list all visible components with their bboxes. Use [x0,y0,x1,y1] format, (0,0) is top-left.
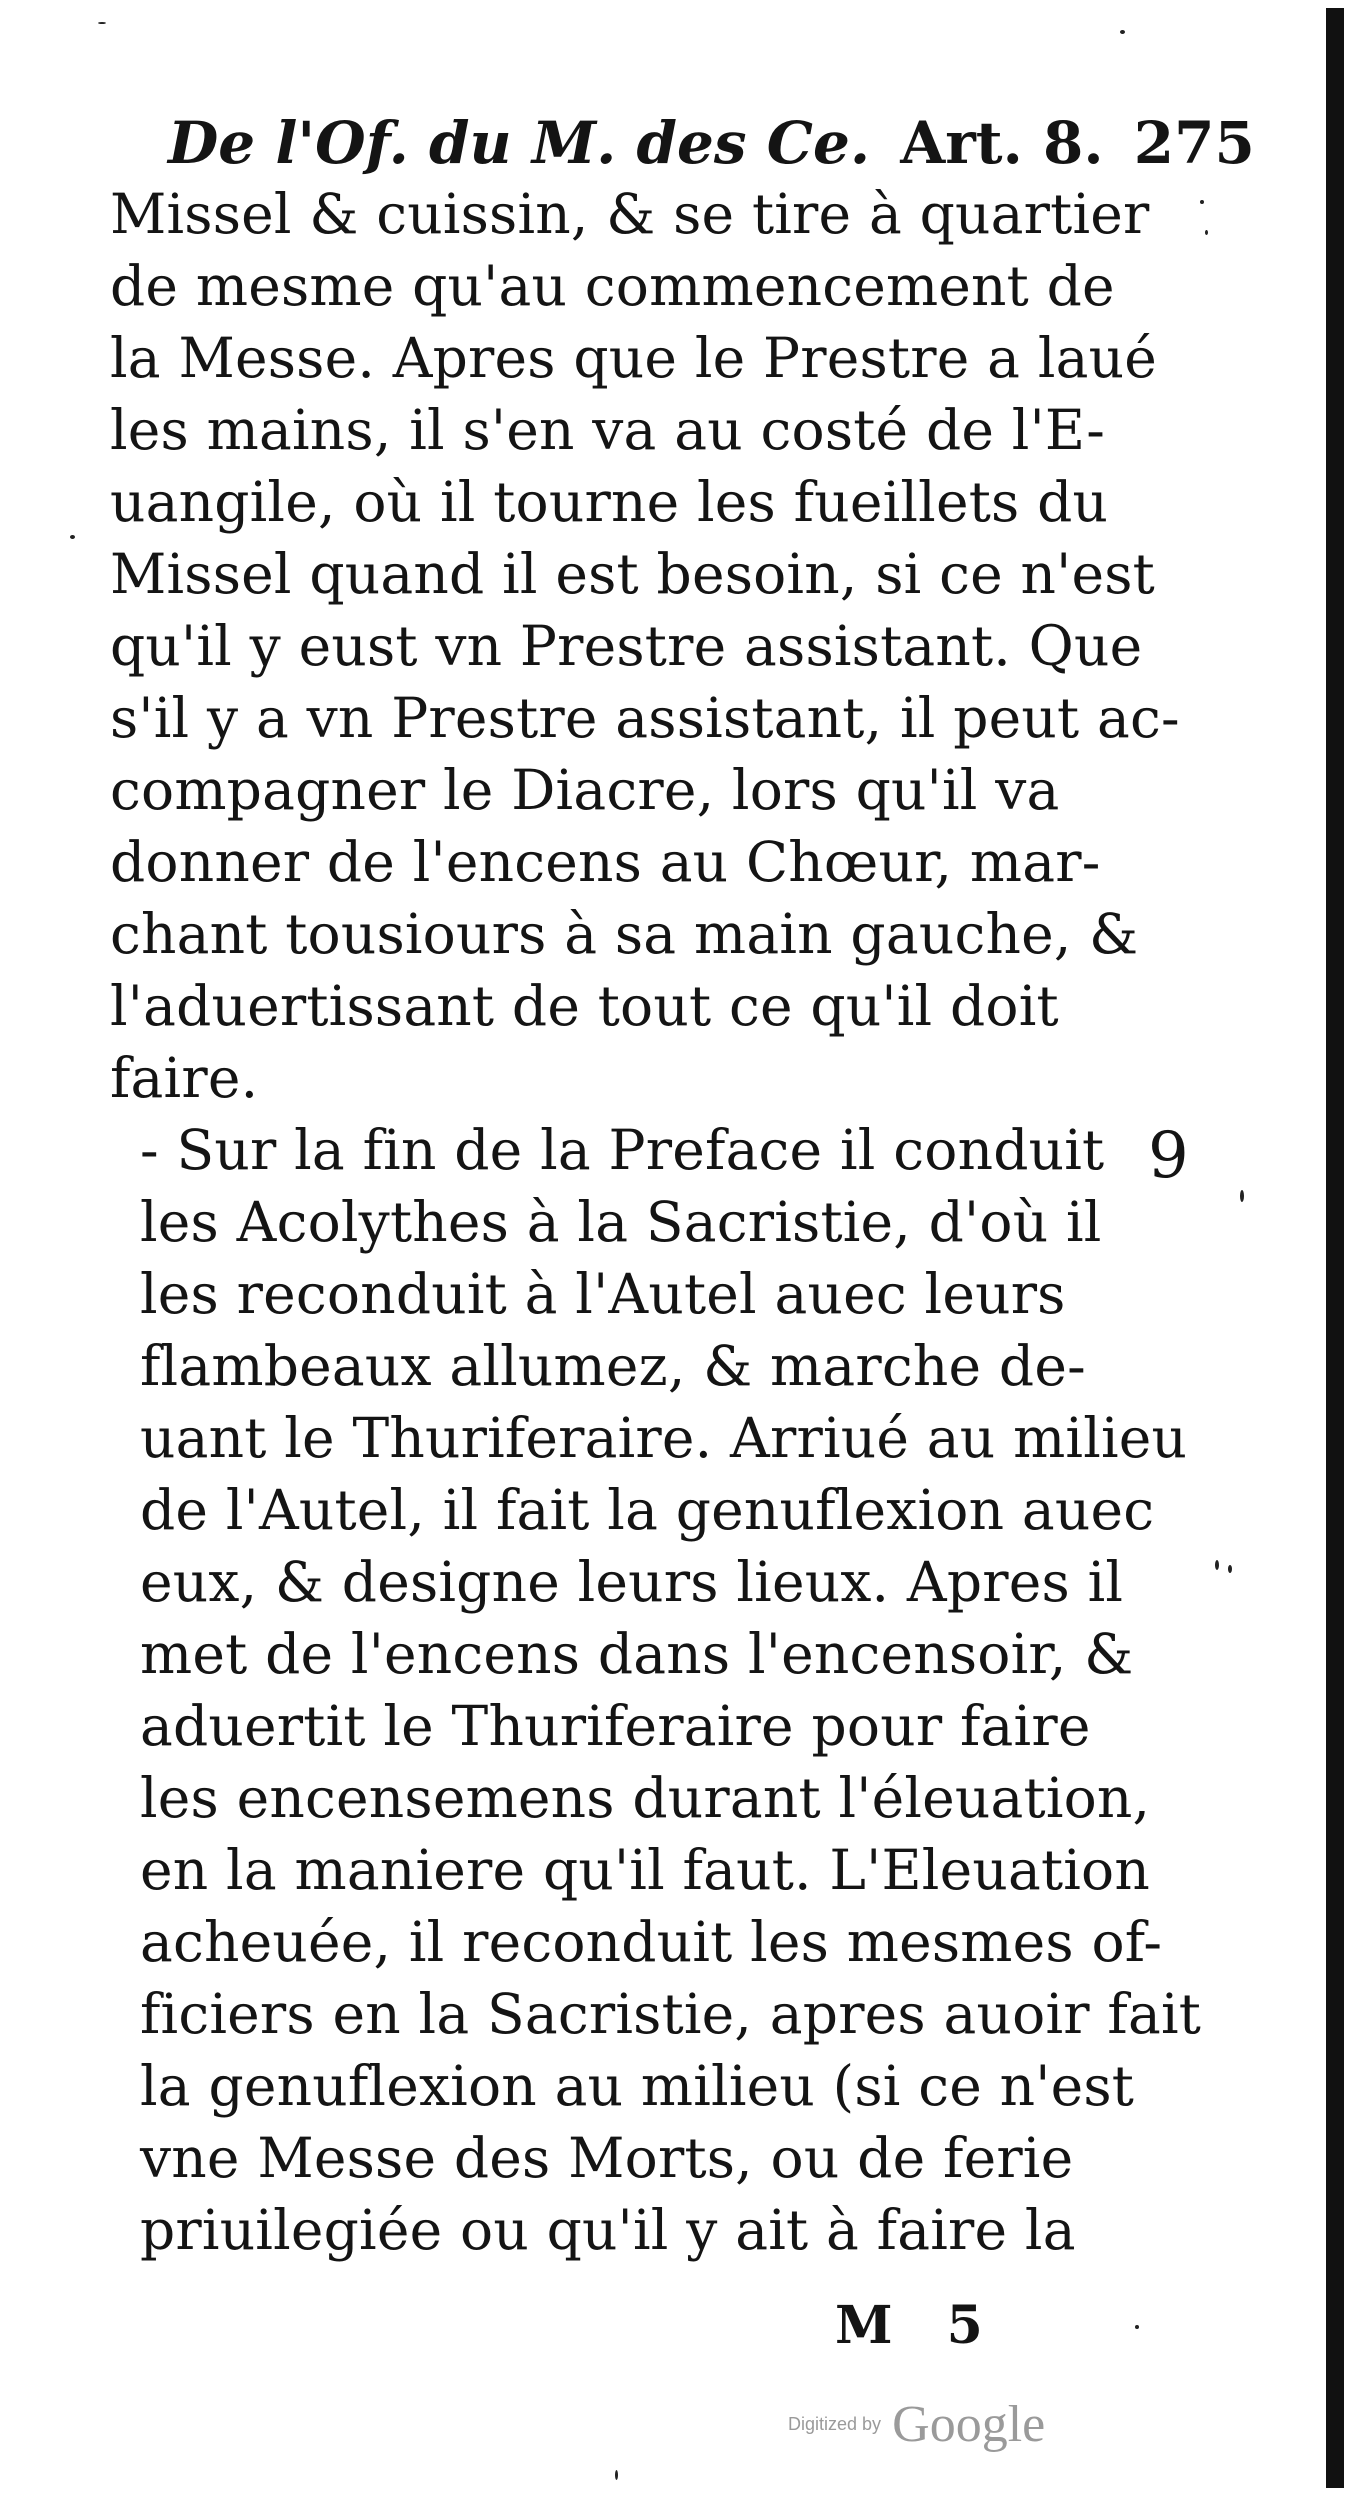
page-edge-shadow [1326,8,1344,2488]
margin-note: 9 [1148,1119,1189,1193]
text-line: chant tousiours à sa main gauche, & [110,902,1139,966]
text-line: aduertit le Thuriferaire pour faire [140,1694,1091,1758]
scan-speck [1215,1560,1219,1570]
digitized-watermark [788,2395,1045,2454]
text-line: les Acolythes à la Sacristie, d'où il [140,1190,1102,1254]
article-number: Art. 8. [900,109,1104,177]
text-line: les mains, il s'en va au costé de l'E- [110,398,1106,462]
signature-mark: M 5 [835,2295,1001,2356]
text-line: met de l'encens dans l'encensoir, & [140,1622,1134,1686]
scan-speck [615,2470,618,2480]
text-line: en la maniere qu'il faut. L'Eleuation [140,1838,1150,1902]
text-line: les encensemens durant l'éleuation, [140,1766,1151,1830]
text-line: s'il y a vn Prestre assistant, il peut ac- [110,686,1180,750]
text-line: uangile, où il tourne les fueillets du [110,470,1109,534]
scan-speck [70,535,75,539]
text-line: de mesme qu'au commencement de [110,254,1115,318]
scan-speck [1205,230,1208,235]
body-text [110,178,1202,2266]
text-line: qu'il y eust vn Prestre assistant. Que [110,614,1143,678]
text-line: compagner le Diacre, lors qu'il va [110,758,1060,822]
text-line: uant le Thuriferaire. Arriué au milieu [140,1406,1188,1470]
text-line: eux, & designe leurs lieux. Apres il [140,1550,1124,1614]
text-line: les reconduit à l'Autel auec leurs [140,1262,1066,1326]
text-line: Missel & cuissin, & se tire à quartier [110,182,1150,246]
scan-speck [1200,200,1204,204]
scan-speck [1120,30,1125,34]
running-header [168,108,1255,178]
text-line: ficiers en la Sacristie, apres auoir fait [140,1982,1202,2046]
scan-speck [1135,2325,1139,2329]
text-line: flambeaux allumez, & marche de- [140,1334,1086,1398]
scan-speck [1240,1190,1244,1202]
scan-speck [1228,1565,1232,1573]
text-line: Missel quand il est besoin, si ce n'est [110,542,1155,606]
text-line: de l'Autel, il fait la genuflexion auec [140,1478,1155,1542]
watermark-prefix: Digitized by [788,2414,882,2434]
text-line: - Sur la fin de la Preface il conduit [140,1118,1105,1182]
text-line: vne Messe des Morts, ou de ferie [140,2126,1074,2190]
google-logo: Google [892,2396,1046,2453]
scan-speck [98,22,106,24]
text-line: donner de l'encens au Chœur, mar- [110,830,1101,894]
text-line: l'aduertissant de tout ce qu'il doit [110,974,1059,1038]
text-line: faire. [110,1046,259,1110]
text-line: acheuée, il reconduit les mesmes of- [140,1910,1163,1974]
running-title: De l'Of. du M. des Ce. [168,109,871,177]
text-line: priuilegiée ou qu'il y ait à faire la [140,2198,1076,2262]
text-line: la Messe. Apres que le Prestre a laué [110,326,1157,390]
page-number: 275 [1133,109,1255,177]
text-line: la genuflexion au milieu (si ce n'est [140,2054,1135,2118]
